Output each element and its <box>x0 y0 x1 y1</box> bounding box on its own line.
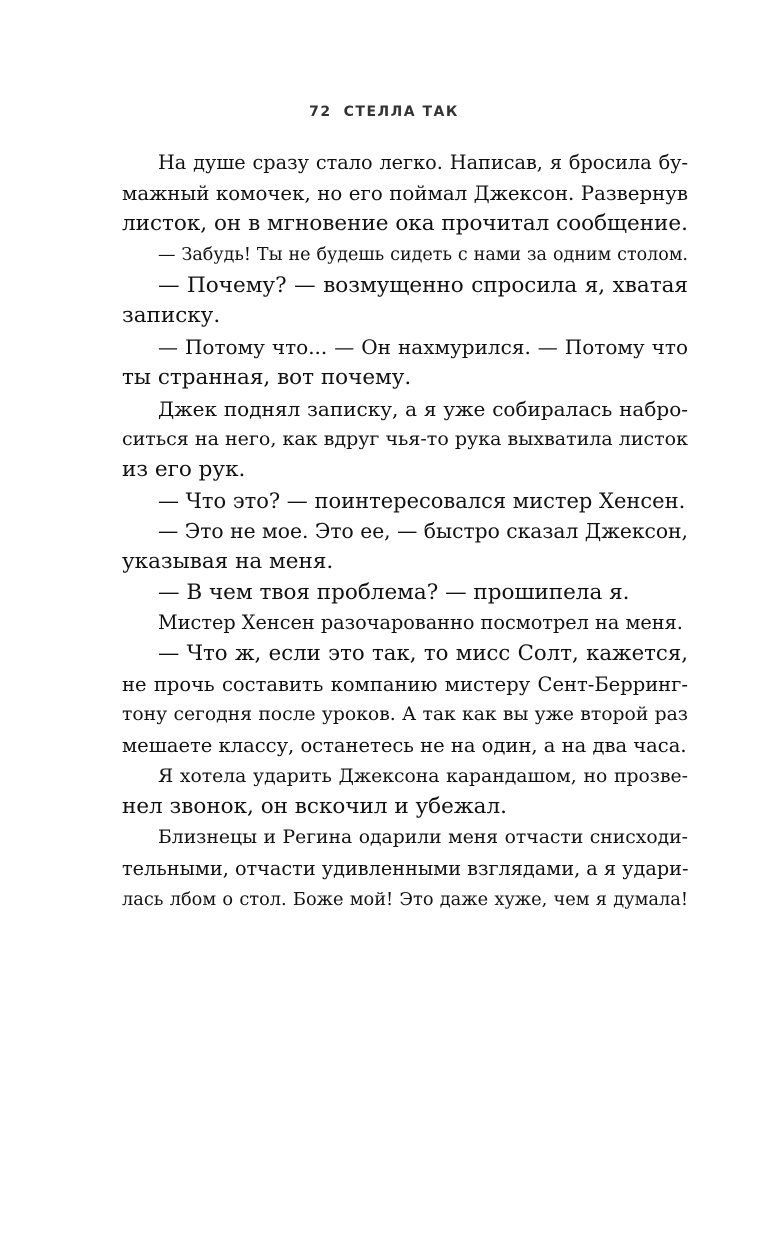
text-line: листок, он в мгновение ока прочитал сообщение. <box>122 211 688 237</box>
text-line: ты странная, вот почему. <box>122 364 412 390</box>
text-line: — Почему? — возмущенно спросила я, хватая <box>158 272 688 298</box>
running-title: СТЕЛЛА ТАК <box>343 104 459 120</box>
running-head <box>0 104 768 120</box>
text-line: лась лбом о стол. Боже мой! Это даже хуже, чем я думала! <box>122 889 688 910</box>
text-line: — В чем твоя проблема? — прошипела я. <box>158 579 630 605</box>
text-line: Я хотела ударить Джексона карандашом, но прозве- <box>158 765 688 787</box>
text-line: Джек поднял записку, а я уже собиралась набро- <box>158 396 688 421</box>
body-text <box>122 148 688 915</box>
text-line: указывая на меня. <box>122 548 334 574</box>
text-line: мешаете классу, останетесь не на один, а на два часа. <box>122 734 687 758</box>
text-line: Мистер Хенсен разочарованно посмотрел на меня. <box>158 611 683 635</box>
text-line: — Потому что... — Он нахмурился. — Потому что <box>158 335 688 360</box>
text-line: — Что это? — поинтересовался мистер Хенсен. <box>158 488 686 513</box>
text-line: На душе сразу стало легко. Написав, я бросила бу- <box>158 151 688 174</box>
text-line: ситься на него, как вдруг чья-то рука выхватила листок <box>122 428 688 451</box>
text-line: тельными, отчасти удивленными взглядами, а я удари- <box>122 856 689 880</box>
text-line: — Это не мое. Это ее, — быстро сказал Джексон, <box>158 519 688 544</box>
text-line: нел звонок, он вскочил и убежал. <box>122 794 507 820</box>
text-line: не прочь составить компанию мистеру Сент-Берринг- <box>122 672 688 696</box>
page-number: 72 <box>309 104 332 120</box>
text-line: — Забудь! Ты не будешь сидеть с нами за одним столом. <box>158 245 688 266</box>
text-line: мажный комочек, но его поймал Джексон. Развернув <box>122 181 688 205</box>
text-line: — Что ж, если это так, то мисс Солт, кажется, <box>158 641 688 666</box>
text-line: Близнецы и Регина одарили меня отчасти снисходи- <box>158 827 688 849</box>
text-line: из его рук. <box>122 456 246 482</box>
text-line: записку. <box>122 303 221 329</box>
text-line: тону сегодня после уроков. А так как вы уже второй раз <box>122 704 688 726</box>
